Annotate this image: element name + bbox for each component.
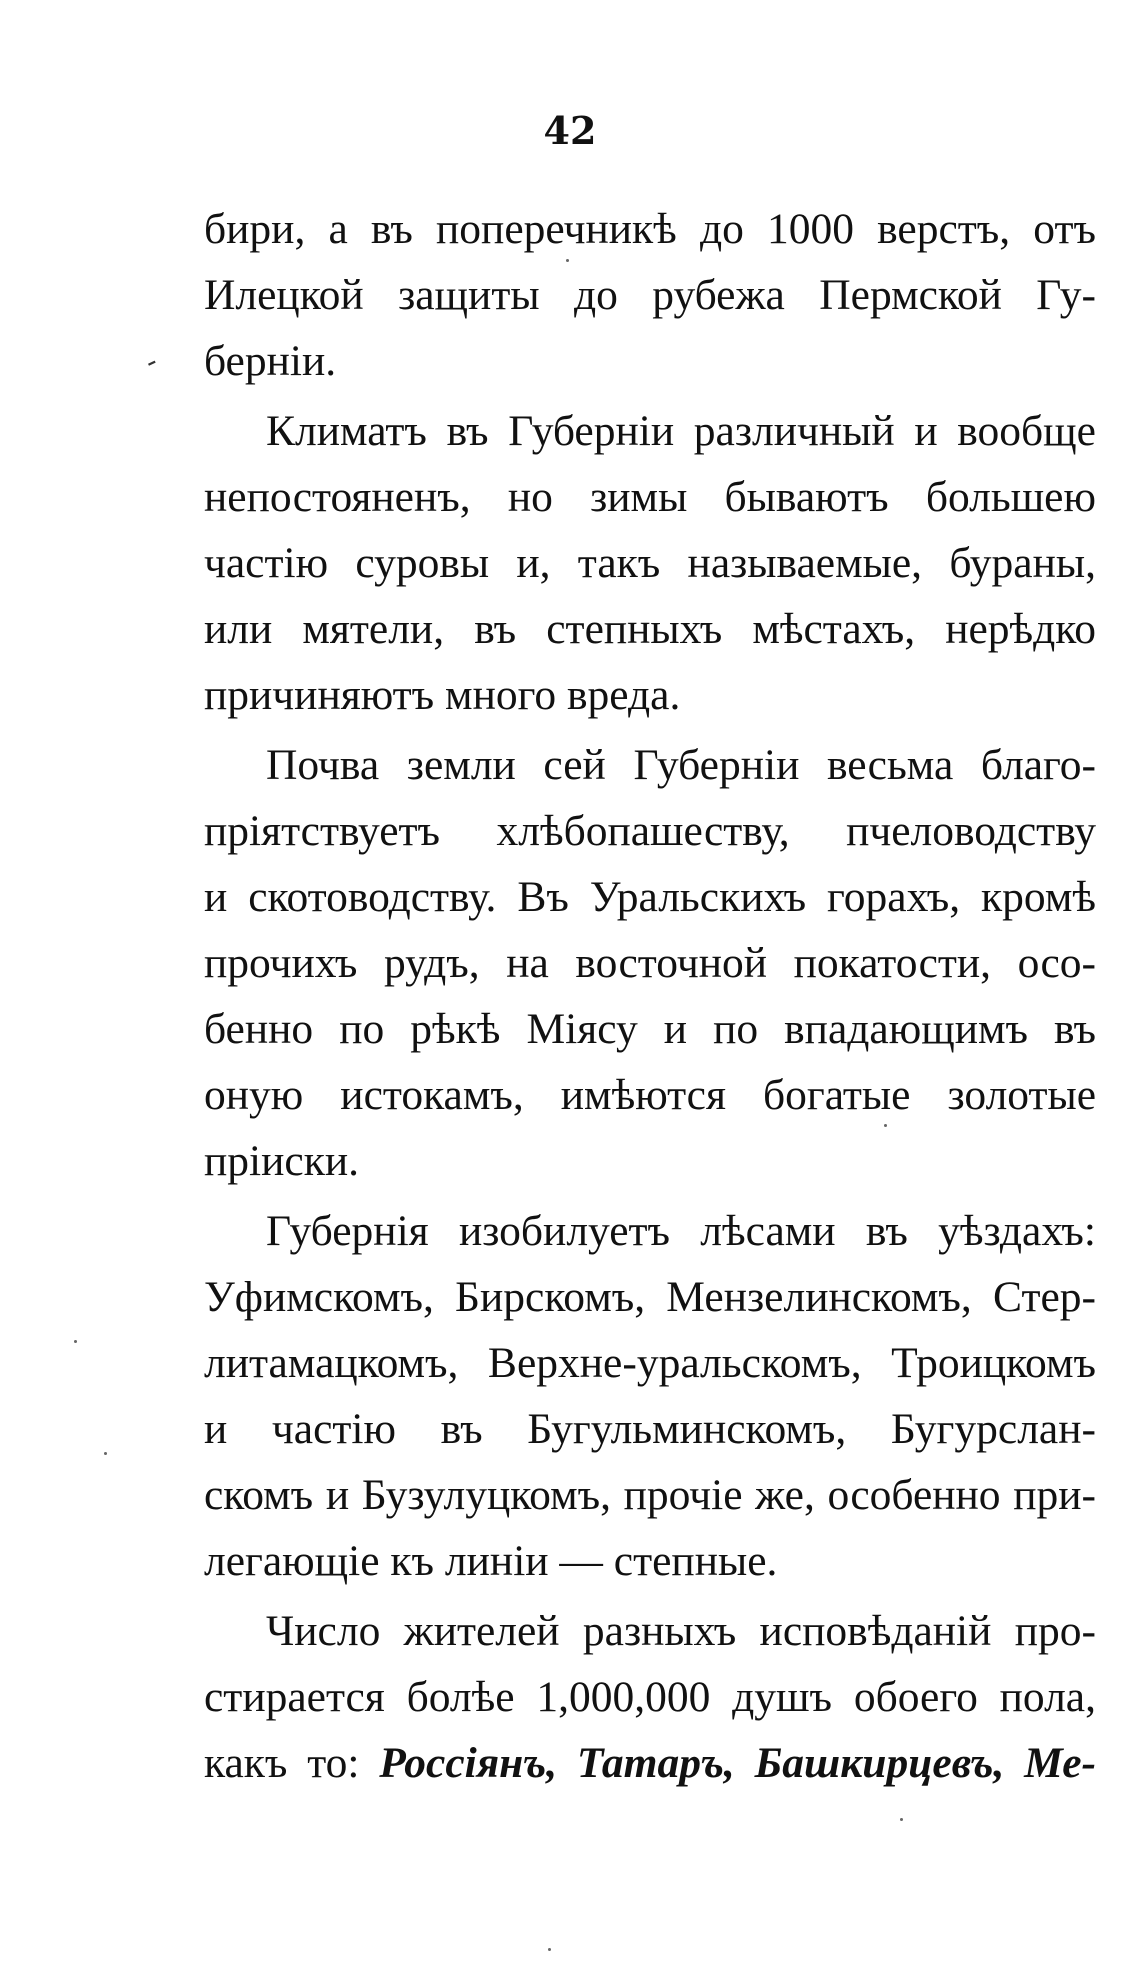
text-line: берніи.	[204, 337, 337, 385]
ink-speck	[548, 1948, 551, 1951]
text-line: стирается болѣе 1,000,000 душъ обоего пола,	[204, 1673, 1096, 1721]
text-line: бири, а въ поперечникѣ до 1000 верстъ, отъ	[204, 205, 1096, 253]
text-line: и скотоводству. Въ Уральскихъ горахъ, кромѣ	[204, 873, 1096, 921]
ink-speck	[566, 259, 569, 262]
text-line: Губернія изобилуетъ лѣсами въ уѣздахъ:	[266, 1207, 1096, 1255]
text-line: оную истокамъ, имѣются богатые золотые	[204, 1071, 1096, 1119]
text-line: литамацкомъ, Верхне-уральскомъ, Троицкомъ	[204, 1339, 1096, 1387]
text-line: Илецкой защиты до рубежа Пермской Гу-	[204, 271, 1096, 319]
text-line: бенно по рѣкѣ Міясу и по впадающимъ въ	[204, 1005, 1096, 1053]
text-line: Почва земли сей Губерніи весьма благо-	[266, 741, 1096, 789]
ink-speck	[900, 1818, 903, 1821]
text-line: пріиски.	[204, 1137, 359, 1185]
italic-name: Россіянъ,	[379, 1739, 558, 1787]
text-line: Число жителей разныхъ исповѣданій про-	[266, 1607, 1096, 1655]
ink-speck	[884, 1124, 887, 1127]
text-line: Уфимскомъ, Бирскомъ, Мензелинскомъ, Стер-	[204, 1273, 1096, 1321]
italic-name: Татаръ,	[576, 1739, 735, 1787]
text-line: пріятствуетъ хлѣбопашеству, пчеловодству	[204, 807, 1096, 855]
text-line: частію суровы и, такъ называемые, бураны,	[204, 539, 1096, 587]
body-text	[204, 196, 1096, 1796]
page-number: 42	[543, 108, 597, 153]
text-line: причиняютъ много вреда.	[204, 671, 681, 719]
margin-pencil-mark: -	[139, 344, 163, 379]
italic-name: Ме-	[1024, 1739, 1096, 1787]
text-line: и частію въ Бугульминскомъ, Бугурслан-	[204, 1405, 1096, 1453]
text-line: Климатъ въ Губерніи различный и вообще	[266, 407, 1096, 455]
ink-speck	[74, 1340, 77, 1343]
text-fragment: какъ то:	[204, 1739, 380, 1787]
text-line: скомъ и Бузулуцкомъ, прочіе же, особенно при-	[204, 1471, 1096, 1519]
text-line: или мятели, въ степныхъ мѣстахъ, нерѣдко	[204, 605, 1096, 653]
text-line: легающіе къ линіи — степные.	[204, 1537, 778, 1585]
ink-speck	[104, 1452, 107, 1455]
text-line-last	[204, 1730, 1096, 1796]
text-line: непостояненъ, но зимы бываютъ большею	[204, 473, 1096, 521]
italic-name: Башкирцевъ,	[754, 1739, 1005, 1787]
text-line: прочихъ рудъ, на восточной покатости, осо-	[204, 939, 1096, 987]
